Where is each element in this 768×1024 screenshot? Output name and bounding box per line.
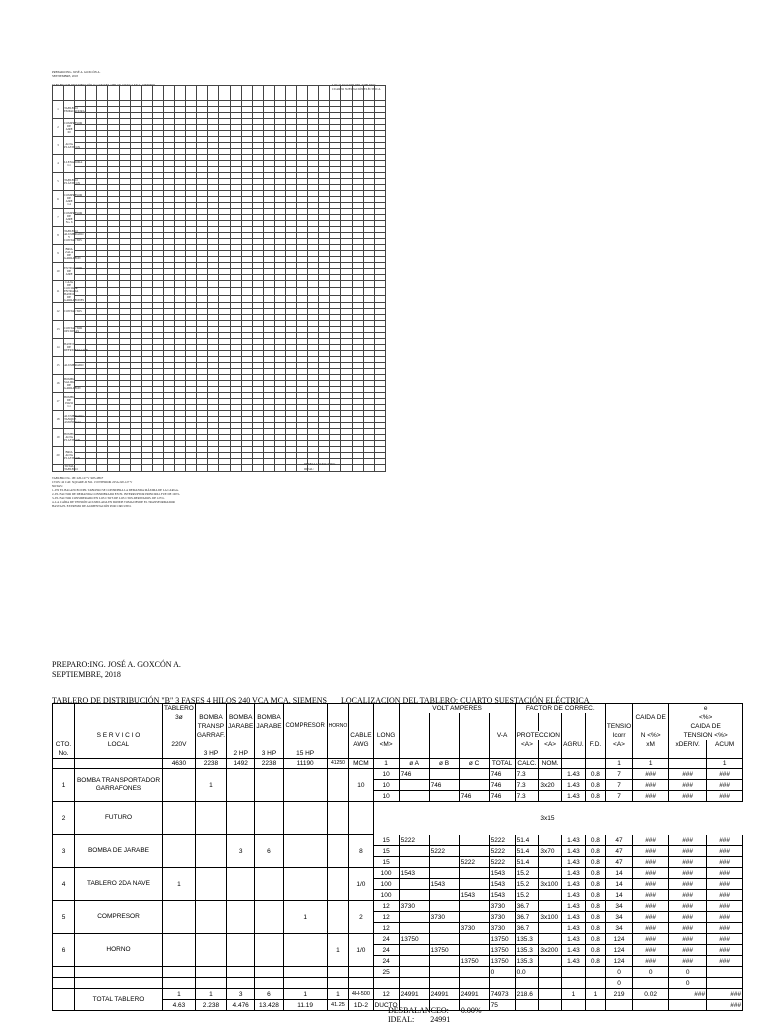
board-title: TABLERO DE DISTRIBUCIÓN "B" 3 FASES 4 HILOS 240 VCA MCA. SIEMENS [52,696,327,705]
thumb-row: 19 BOMBA ALTA PLASTICOS [53,429,386,435]
total-label: TOTAL TABLERO [75,989,163,1011]
table-row: 4 TABLERO 2DA NAVE 1 1/0 100 1543 1543 15.2 1.43 0.8 14 ### ### ### [53,868,743,879]
table-row: 3x15 [540,814,555,822]
table-row: 3 BOMBA DE JARABE 3 6 8 15 5222 5222 51.4 1.43 0.8 47 ### ### ### [53,835,743,846]
thumb-note: TABLERO No. 1B: 220-127 V 3Ø3-4H1F [52,476,104,480]
thumb-row: 6 COMPRESOR DE AIRE L4 [53,191,386,197]
board-location: LOCALIZACION DEL TABLERO: CUARTO SUESTACIÓN ELÉCTRICA [341,696,590,705]
table-row: 15 5222 5222 51.4 3x70 1.43 0.8 47 ### ### ### [53,846,743,857]
thumb-row: 3 ALTA PLASTICOS [53,137,386,143]
col-awg: AWG [349,740,373,749]
col-horno: HORNO [328,723,348,729]
thumb-notes [52,476,352,508]
col-cable: CABLE [350,732,372,739]
ideal-label: IDEAL: [388,1015,415,1024]
distribution-table: TABLERO VOLT AMPERES FACTOR DE CORREC. e 3ø BOMBA BOMBA BOMBA CAIDA DE <%> TRANSP JARABE JARABE COMPRESOR HORNO TENSIO CAIDA DE S E R V I C I O GARRAF. CABLE LONG V-A PROTECCION Icorr N <%> TENSION <%> CTO. LOCAL 220V AWG <M> <A> <A> AGRU. F.D. <A> xM xDERIV. ACUM No. 3 HP 2 HP 3 HP 15 HP 4630 2238 1492 2238 11190 41250 MCM 1 ø A ø B ø C TOTAL CALC. NOM. 1 1 1 1 BOMBA TRANSPORTADOR GARRAFONES 1 10 10 746 746 7.3 1.43 0.8 7 ### ### ### 10 746 746 7.3 3x20 1.43 0.8 7 ### ### ### 10 746 746 7.3 1.43 0.8 7 ### ### ### 2 FUTURO 3x15 3 BOMBA DE JARABE 3 6 8 15 5222 5222 51.4 1.43 0.8 47 ### ### ### 15 5222 5222 51.4 3x70 1.43 0.8 47 ### ### ### 15 5222 5222 51.4 1.43 0.8 47 ### ### ### 4 TABLERO 2DA NAVE 1 1/0 100 1543 1543 15.2 1.43 0.8 14 ### ### ### 100 1543 1543 15.2 3x100 1.43 0.8 14 ### ### ### 100 1543 1543 15.2 1.43 0.8 14 ### ### ### 5 COMPRESOR 1 2 12 3730 3730 36.7 1.43 0.8 34 ### ### ### 12 3730 3730 36.7 3x100 1.43 0.8 34 ### ### ### 12 3730 3730 36.7 1.43 0.8 34 ### ### ### 6 HORNO 1 1/0 24 13750 13750 135.3 1.43 0.8 124 ### ### ### 24 13750 13750 135.3 3x200 1.43 0.8 124 ### ### ### 24 13750 13750 135.3 1.43 0.8 124 ### ### ### 25 0 0.0 0 0 0 0 0 TOTAL TABLERO 1 1 3 6 1 1 4H-500 12 24991 24991 24991 74973 218.6 1 1 219 0.02 ### ### 4.63 2.238 4.476 13.428 11.19 41.25 1D-2 DUCTO 75 ### [52,703,743,1011]
thumb-row: 2 COMPRESOR DE AIRE 60 [53,119,386,125]
col-e: e [669,704,743,714]
total-row-units: 4.63 2.238 4.476 13.428 11.19 41.25 1D-2 DUCTO 75 ### [53,1000,743,1011]
thumb-note: NOTAS: [52,484,63,488]
thumb-row: 9 BRIA ZALA DE GARRAFON [53,245,386,251]
thumb-row: TOTAL TABLERO [53,465,386,472]
date: SEPTIEMBRE, 2018 [52,670,121,679]
thumb-note: 1.-EN EL BALANCEO DEL TABLERO SE CONSIDERA LA DEMANDA MÁXIMA DE LA CARGA. [52,488,179,492]
cable-awg: 1/0 [349,868,373,901]
table-row: 10 746 746 7.3 3x20 1.43 0.8 7 ### ### ### [53,780,743,791]
thumb-note: CTOS: 42 CAT. SQUARE-D NO. 13 INTERIOR 225A 220-127 V [52,480,133,484]
table-row: 25 0 0.0 0 0 0 [53,967,743,978]
thumb-row: 15 ALUMBRADO [53,357,386,363]
circuit-number: 3 [53,835,75,868]
col-long: LONG [373,731,399,740]
balance-summary [388,1006,482,1024]
col-icorr: Icorr [605,731,632,740]
table-row: 100 1543 1543 15.2 1.43 0.8 14 ### ### ### [53,890,743,901]
ideal-value: 24991 [430,1015,451,1024]
thumb-location: LOCALIZACION DEL TABLERO: CUARTO SUESTACIÓN ELÉCTRICA [332,83,381,91]
thumb-row: 7 COMPRESOR DE AIRE No. 6 [53,209,386,215]
table-row: 1 BOMBA TRANSPORTADOR GARRAFONES 1 10 10 746 746 7.3 1.43 0.8 7 ### ### ### [53,769,743,780]
table-row: 6 HORNO 1 1/0 24 13750 13750 135.3 1.43 0.8 124 ### ### ### [53,934,743,945]
cable-awg: 10 [349,769,373,802]
thumb-note: 3.-EL FACTOR CONSIDERADO EN LOS CTO'S DE LOS CTOS.DERIVADOS. DE 125%. [52,496,165,500]
table-row: 12 3730 3730 36.7 3x100 1.43 0.8 34 ### ### ### [53,912,743,923]
thumb-row: 5 TABLERO PLÁSTICOS [53,173,386,179]
thumb-prep: PREPARO:ING. JOSÉ A. GOXCÓN A. [52,70,101,74]
cable-awg: 1/0 [349,934,373,967]
col-cto: CTO. [53,740,75,749]
thumb-date: SEPTIEMBRE, 2018 [52,74,78,78]
thumb-row [53,295,386,302]
thumb-row: 11 CAJA DE CONTROL ENTRADA BANDA DE GARRAFONES [53,281,386,288]
thumb-row: 4 LLENADORA L1 [53,155,386,161]
page-header [52,660,181,680]
circuit-number: 2 [53,802,75,835]
cable-awg [349,802,373,835]
table-row: 0 0 [53,978,743,989]
cable-awg: 2 [349,901,373,934]
circuit-number: 5 [53,901,75,934]
thumb-row: 8 TABLERO ALUMBRADO Y CONTACTOS [53,227,386,233]
thumb-note: 2.-EL FACTOR DE DEMANDA CONSIDERADO EN EL INTERRUPTOR PRINCIPAL FUE DE 100%. [52,492,180,496]
table-row: 10 746 746 7.3 1.43 0.8 7 ### ### ### [53,791,743,802]
thumb-table [52,85,386,472]
table-row: 24 13750 13750 135.3 1.43 0.8 124 ### ### ### [53,956,743,967]
table-row: 12 3730 3730 36.7 1.43 0.8 34 ### ### ### [53,923,743,934]
prepared-by: PREPARO:ING. JOSÉ A. GOXCÓN A. [52,660,181,669]
table-row: 24 13750 13750 135.3 3x200 1.43 0.8 124 ### ### ### [53,945,743,956]
table-row: 100 1543 1543 15.2 3x100 1.43 0.8 14 ### ### ### [53,879,743,890]
col-caida: CAIDA DE [633,713,669,722]
table-row: 15 5222 5222 51.4 1.43 0.8 47 ### ### ### [53,857,743,868]
col-agru: AGRU. [563,741,584,748]
circuit-number: 1 [53,769,75,802]
col-factor: FACTOR DE CORREC. [515,704,605,714]
circuit-name: BOMBA DE JARABE [75,835,163,868]
cable-awg: 8 [349,835,373,868]
desbalanceo-value: 0.00% [460,1006,482,1015]
thumb-row: 13 CONTACTOR OPCIONAS [53,321,386,327]
total-row: TOTAL TABLERO 1 1 3 6 1 1 4H-500 12 24991 24991 24991 74973 218.6 1 1 219 0.02 ### ### [53,989,743,1000]
col-compresor: COMPRESOR [283,722,327,731]
thumb-title: TABLERO DE DISTRIBUCIÓN "C" 3 FASES 4 HILOS 240 VCA MCA. SIEMENS [52,83,156,87]
thumb-ideal: IDEAL: [304,467,314,471]
thumb-note: HASTA EL EXTREMO DE ALIMENTACIÓN POR CIRCUITO. [52,504,132,508]
circuit-name: HORNO [75,934,163,967]
circuit-number: 4 [53,868,75,901]
col-fd: F.D. [585,740,605,749]
desbalanceo-label: DESBALANCEO: [388,1006,449,1015]
circuit-number: 6 [53,934,75,967]
thumb-row: 18 ALUMBRADO TANQUE AMONIACO [53,411,386,417]
circuit-name: COMPRESOR [75,901,163,934]
table-row [53,802,743,813]
thumb-row: 10 EXTRACTOR DE AIRE [53,263,386,269]
circuit-name: FUTURO [75,802,163,835]
thumb-row: 17 BOMBA DE POZO L1 [53,393,386,399]
thumb-row: 20 BRIA ALTA PLASTICOS [53,447,386,453]
table-row: 5 COMPRESOR 1 2 12 3730 3730 36.7 1.43 0.8 34 ### ### ### [53,901,743,912]
thumb-desbalanceo: DESBALANCEO: 0.00% [304,462,336,466]
col-va: V-A [489,731,515,740]
thumb-row: 16 BOMBA SALIDA DE GARRAFON [53,375,386,381]
circuit-name: BOMBA TRANSPORTADOR GARRAFONES [75,769,163,802]
thumb-row: 12 CONTACTOS [53,303,386,309]
thumb-row [53,288,386,295]
col-volt-amperes: VOLT AMPERES [399,704,515,714]
col-servicio: S E R V I C I O [75,731,163,740]
circuit-name: TABLERO 2DA NAVE [75,868,163,901]
col-proteccion: PROTECCION [516,732,560,739]
thumbnail-page [52,70,386,508]
thumb-row: 1 TABLERO EMPACADORA [53,101,386,107]
col-tablero: TABLERO [164,705,194,712]
thumb-note: 4.-LA CAÍDA DE TENSIÓN ACUMULADA EN DONDE TOMA DESDE EL TRANSFORMADOR [52,500,175,504]
thumb-row: 14 BANDA DE REFRIGERACIÓN [53,339,386,345]
